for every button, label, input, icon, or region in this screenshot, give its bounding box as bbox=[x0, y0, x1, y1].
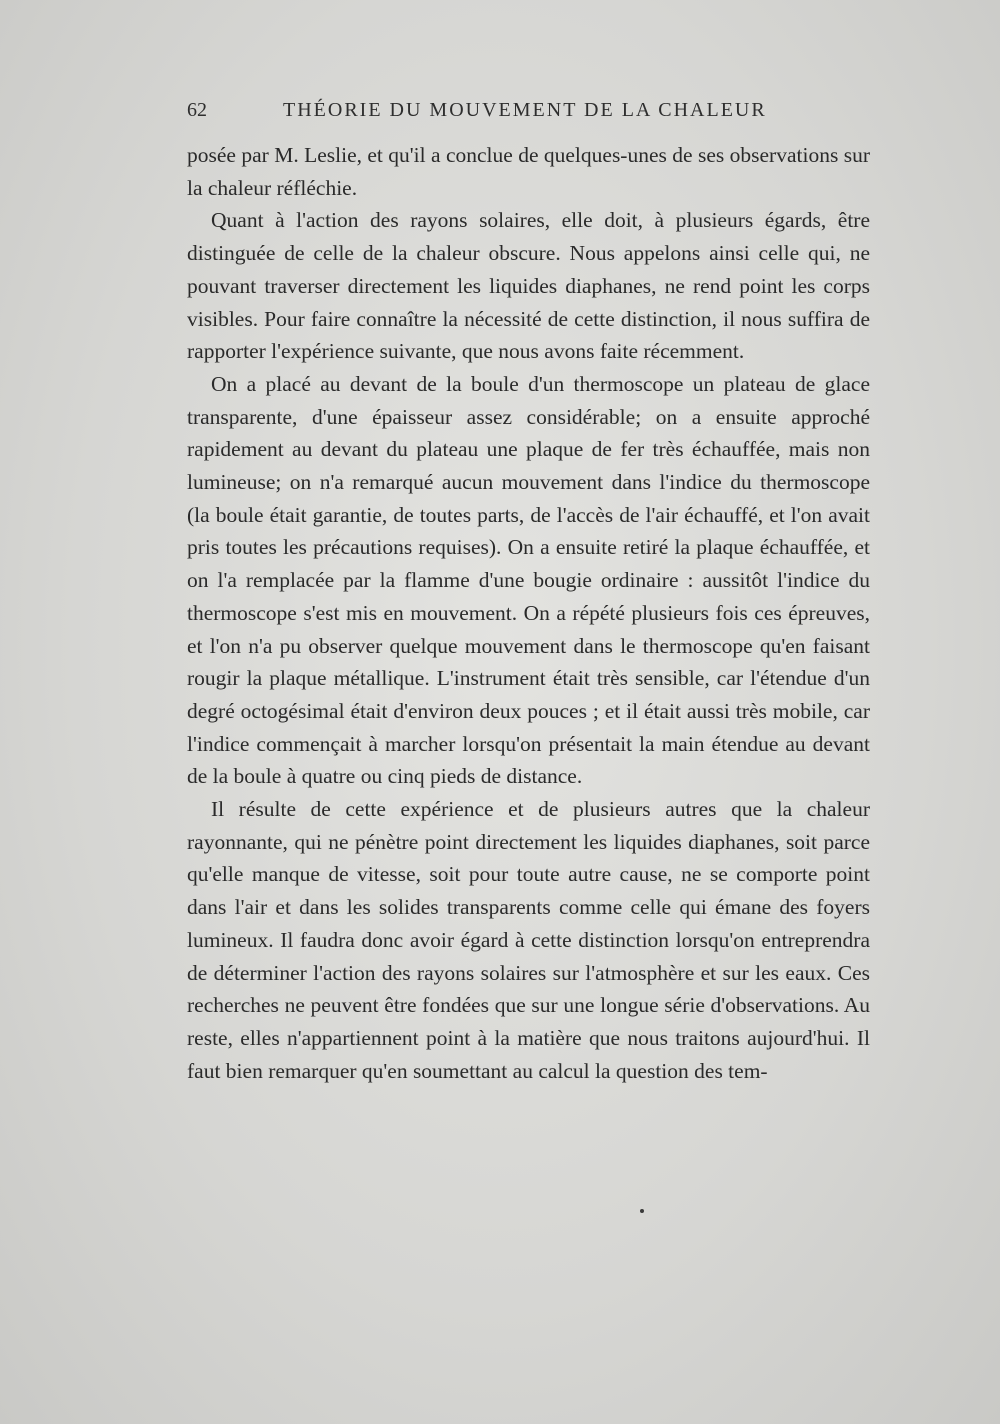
running-title: THÉORIE DU MOUVEMENT DE LA CHALEUR bbox=[283, 99, 767, 121]
page-number: 62 bbox=[187, 99, 207, 121]
ink-speck bbox=[640, 1209, 644, 1213]
paragraph-4: Il résulte de cette expérience et de plusieurs autres que la chaleur rayonnante, qui ne pénètre point directement les liquides diaphanes, soit parce qu'elle manque de vitesse, soit pour toute autre cause, ne se comporte point dans l'air et dans les solides transparents comme celle qui émane des foyers lumineux. Il faudra donc avoir égard à cette distinction lorsqu'on entreprendra de déterminer l'action des rayons solaires sur l'atmosphère et sur les eaux. Ces recherches ne peuvent être fondées que sur une longue série d'observations. Au reste, elles n'appartiennent point à la matière que nous traitons aujourd'hui. Il faut bien remarquer qu'en soumettant au calcul la question des tem- bbox=[187, 797, 870, 1083]
page-header bbox=[187, 99, 870, 135]
paragraph-2: Quant à l'action des rayons solaires, elle doit, à plusieurs égards, être distinguée de celle de la chaleur obscure. Nous appelons ainsi celle qui, ne pouvant traverser directement les liquides diaphanes, ne rend point les corps visibles. Pour faire connaître la nécessité de cette distinction, il nous suffira de rapporter l'expérience suivante, que nous avons faite récemment. bbox=[187, 208, 870, 364]
paragraph-3: On a placé au devant de la boule d'un thermoscope un plateau de glace transparente, d'une épaisseur assez considérable; on a ensuite approché rapidement au devant du plateau une plaque de fer très échauffée, mais non lumineuse; on n'a remarqué aucun mouvement dans l'indice du thermoscope (la boule était garantie, de toutes parts, de l'accès de l'air échauffé, et l'on avait pris toutes les précautions requises). On a ensuite retiré la plaque échauffée, et on l'a remplacée par la flamme d'une bougie ordinaire : aussitôt l'indice du thermoscope s'est mis en mouvement. On a répété plusieurs fois ces épreuves, et l'on n'a pu observer quelque mouvement dans le thermoscope qu'en faisant rougir la plaque métallique. L'instrument était très sensible, car l'étendue d'un degré octogésimal était d'environ deux pouces ; et il était aussi très mobile, car l'indice commençait à marcher lorsqu'on présentait la main étendue au devant de la boule à quatre ou cinq pieds de distance. bbox=[187, 371, 870, 789]
paragraph-1: posée par M. Leslie, et qu'il a conclue de quelques-unes de ses observations sur la chaleur réfléchie. bbox=[187, 143, 870, 200]
body-text bbox=[187, 139, 870, 1087]
